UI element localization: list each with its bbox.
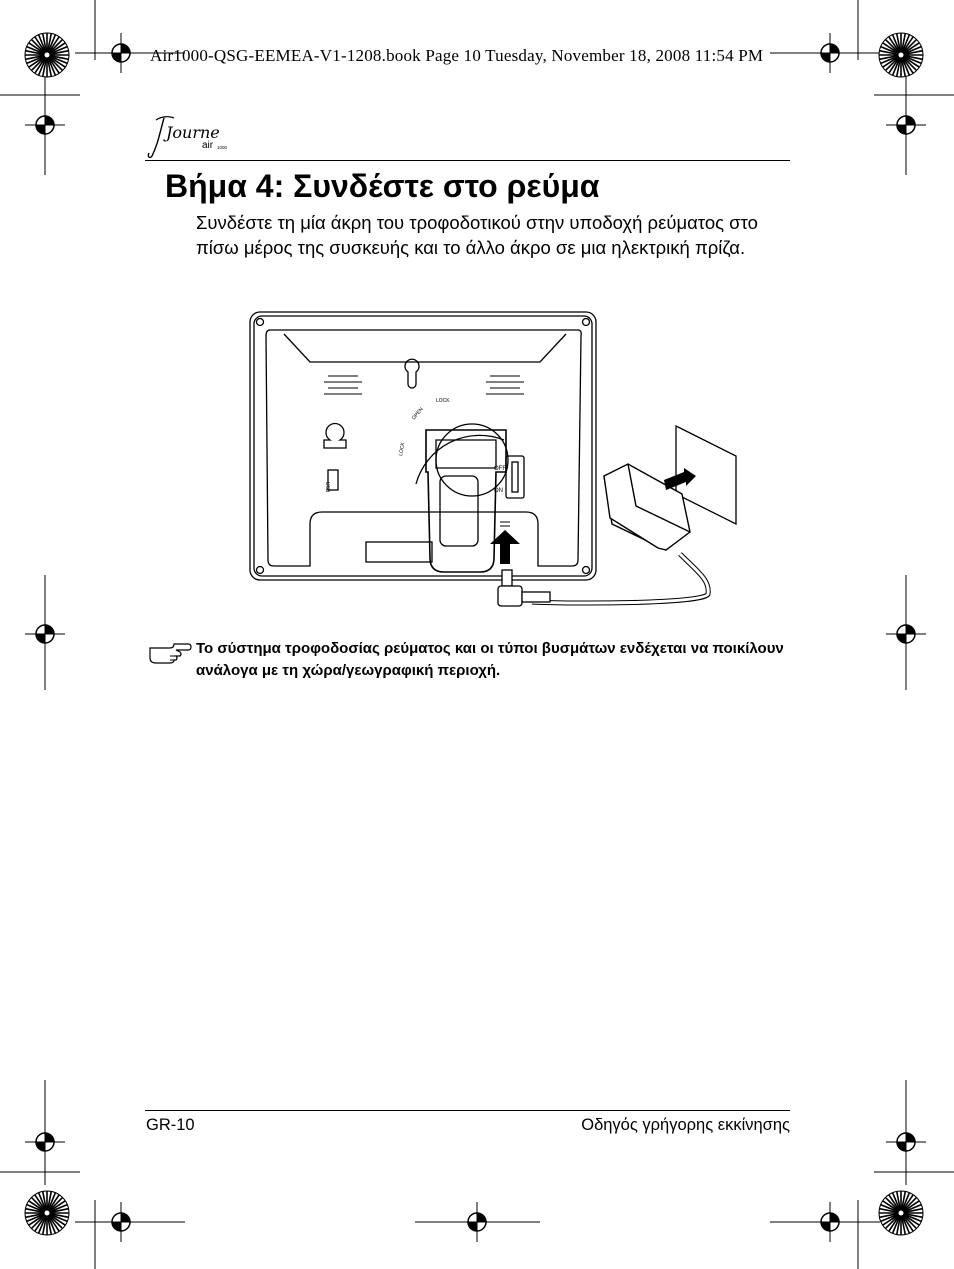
print-slug: Air1000-QSG-EEMEA-V1-1208.book Page 10 Tuesday, November 18, 2008 11:54 PM [150, 46, 764, 65]
plug-in-arrow-icon [664, 468, 696, 490]
logo-script: Journe [166, 123, 220, 142]
printer-rosette-icon [878, 1190, 924, 1236]
header-rule [145, 160, 790, 161]
page-title: Βήμα 4: Συνδέστε στο ρεύμα [165, 168, 600, 204]
lock-top-label: LOCK [436, 398, 450, 404]
registration-mark-icon [101, 33, 141, 73]
registration-mark-icon [457, 1202, 497, 1242]
registration-mark-icon [25, 105, 65, 145]
footer-rule [145, 1110, 790, 1111]
registration-mark-icon [886, 105, 926, 145]
registration-mark-icon [886, 614, 926, 654]
registration-mark-icon [886, 1122, 926, 1162]
lock-left-label: LOCK [398, 441, 407, 457]
on-label: ON [494, 488, 503, 494]
printer-rosette-icon [878, 32, 924, 78]
open-label: OPEN [410, 406, 425, 422]
page-number: GR-10 [146, 1116, 195, 1134]
off-label: OFF [494, 466, 506, 472]
registration-mark-icon [25, 614, 65, 654]
registration-mark-icon [101, 1202, 141, 1242]
guide-title: Οδηγός γρήγορης εκκίνησης [581, 1116, 790, 1134]
registration-mark-icon [25, 1122, 65, 1162]
body-paragraph: Συνδέστε τη μία άκρη του τροφοδοτικού στην υποδοχή ρεύματος στο πίσω μέρος της συσκευής και το άλλο άκρο σε μια ηλεκτρική πρίζα. [196, 212, 758, 258]
registration-mark-icon [810, 33, 850, 73]
regional-note: Το σύστημα τροφοδοσίας ρεύματος και οι τύποι βυσμάτων ενδέχεται να ποικίλουν ανάλογα με τη χώρα/γεωγραφική περιοχή. [196, 640, 784, 679]
logo-air: air [202, 140, 214, 151]
printer-rosette-icon [24, 32, 70, 78]
registration-mark-icon [810, 1202, 850, 1242]
power-connection-illustration [248, 310, 748, 612]
printer-rosette-icon [24, 1190, 70, 1236]
journe-air-logo [146, 112, 236, 162]
usb-label: USB [324, 482, 330, 493]
logo-model: 1000 [217, 145, 228, 150]
pointing-hand-icon [146, 638, 192, 664]
